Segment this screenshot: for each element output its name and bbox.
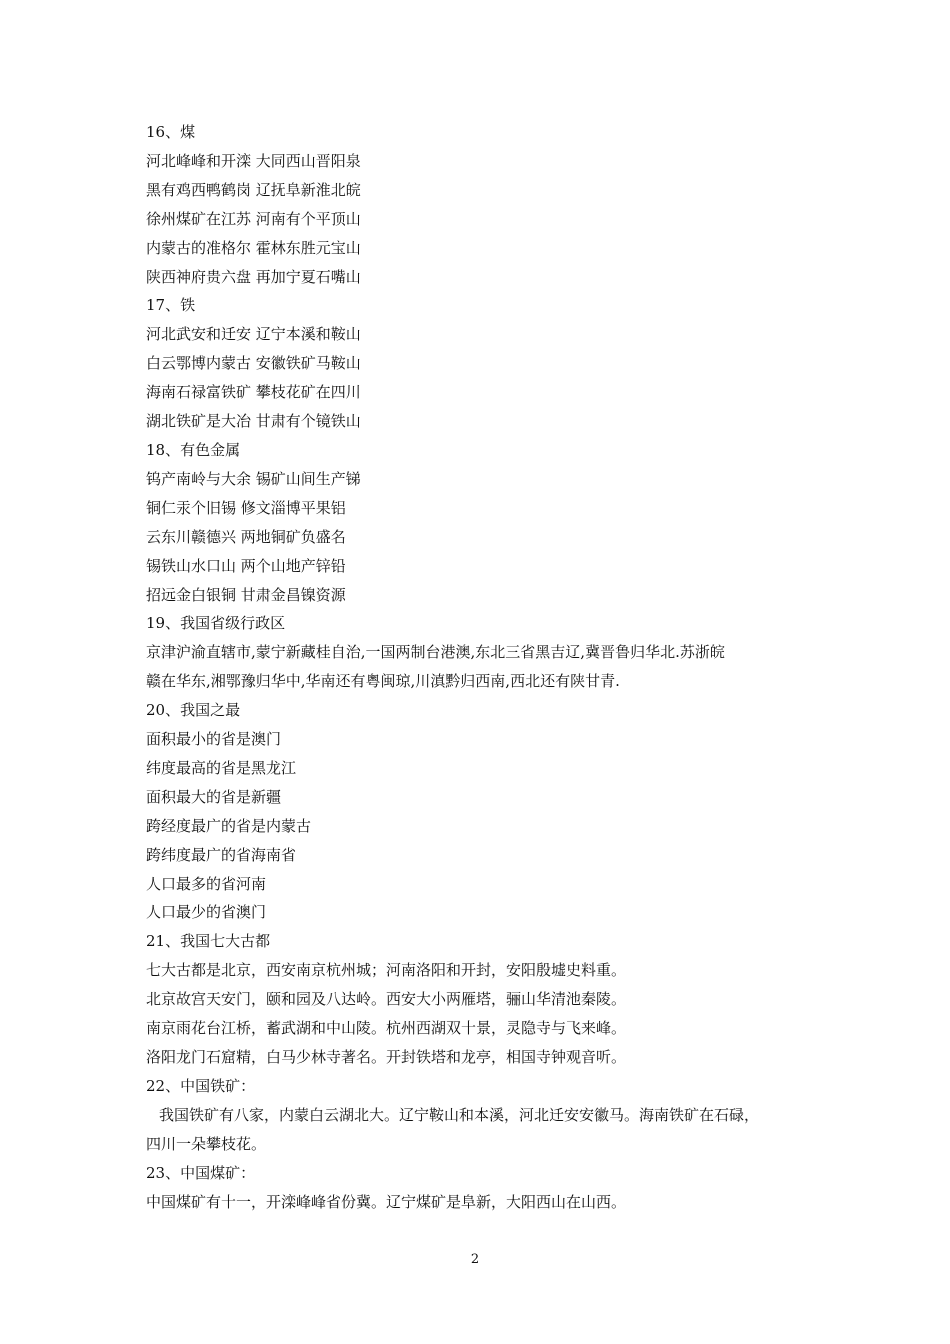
- section-heading-iron: 17、铁: [146, 296, 196, 315]
- page-number: 2: [470, 1252, 480, 1267]
- text-line: 陕西神府贵六盘 再加宁夏石嘴山: [146, 267, 361, 286]
- text-line: 河北武安和迁安 辽宁本溪和鞍山: [146, 325, 361, 344]
- text-line: 湖北铁矿是大冶 甘肃有个镜铁山: [146, 412, 361, 431]
- text-line: 纬度最高的省是黑龙江: [146, 758, 297, 777]
- section-heading-nonferrous: 18、有色金属: [146, 440, 241, 459]
- section-heading-ancient-capitals: 21、我国七大古都: [146, 932, 271, 951]
- text-line: 白云鄂博内蒙古 安徽铁矿马鞍山: [146, 354, 361, 373]
- text-line: 面积最小的省是澳门: [146, 730, 282, 749]
- text-line: 云东川赣德兴 两地铜矿负盛名: [146, 527, 346, 546]
- document-body: [146, 118, 816, 1216]
- text-line: 海南石禄富铁矿 攀枝花矿在四川: [146, 383, 361, 402]
- text-line: 七大古都是北京，西安南京杭州城；河南洛阳和开封，安阳殷墟史料重。: [146, 961, 627, 980]
- section-heading-coal: 16、煤: [146, 123, 196, 141]
- section-heading-china-iron: 22、中国铁矿：: [146, 1076, 256, 1095]
- text-line: 南京雨花台江桥，蓄武湖和中山陵。杭州西湖双十景，灵隐寺与飞来峰。: [146, 1019, 627, 1038]
- text-line: 招远金白银铜 甘肃金昌镍资源: [146, 585, 346, 604]
- text-line: 赣在华东,湘鄂豫归华中,华南还有粤闽琼,川滇黔归西南,西北还有陕甘青.: [146, 672, 620, 691]
- text-line: 面积最大的省是新疆: [146, 787, 282, 806]
- text-line: 我国铁矿有八家，内蒙白云湖北大。辽宁鞍山和本溪，河北迁安安徽马。海南铁矿在石碌，: [159, 1105, 760, 1124]
- text-line: 河北峰峰和开滦 大同西山晋阳泉: [146, 151, 361, 170]
- text-line: 铜仁汞个旧锡 修文淄博平果铝: [146, 498, 346, 517]
- text-line: 四川一朵攀枝花。: [146, 1134, 267, 1153]
- text-line: 京津沪渝直辖市,蒙宁新藏桂自治,一国两制台港澳,东北三省黑吉辽,冀晋鲁归华北.苏浙皖: [146, 643, 725, 662]
- text-line: 黑有鸡西鸭鹤岗 辽抚阜新淮北皖: [146, 180, 361, 199]
- text-line: 北京故宫天安门，颐和园及八达岭。西安大小两雁塔，骊山华清池秦陵。: [146, 990, 627, 1009]
- text-line: 洛阳龙门石窟精，白马少林寺著名。开封铁塔和龙亭，相国寺钟观音听。: [146, 1048, 627, 1066]
- text-line: 跨纬度最广的省海南省: [146, 845, 297, 864]
- section-heading-superlatives: 20、我国之最: [146, 701, 241, 720]
- text-line: 内蒙古的准格尔 霍林东胜元宝山: [146, 238, 361, 257]
- section-heading-china-coal: 23、中国煤矿：: [146, 1163, 256, 1182]
- text-line: 锡铁山水口山 两个山地产锌铅: [146, 556, 346, 575]
- text-line: 徐州煤矿在江苏 河南有个平顶山: [146, 209, 361, 228]
- text-line: 跨经度最广的省是内蒙古: [146, 816, 312, 835]
- text-line: 中国煤矿有十一，开滦峰峰省份冀。辽宁煤矿是阜新，大阳西山在山西。: [146, 1192, 627, 1211]
- text-line: 钨产南岭与大余 锡矿山间生产锑: [146, 469, 361, 488]
- text-line: 人口最多的省河南: [146, 874, 267, 893]
- section-heading-provinces: 19、我国省级行政区: [146, 614, 286, 633]
- text-line: 人口最少的省澳门: [146, 903, 267, 922]
